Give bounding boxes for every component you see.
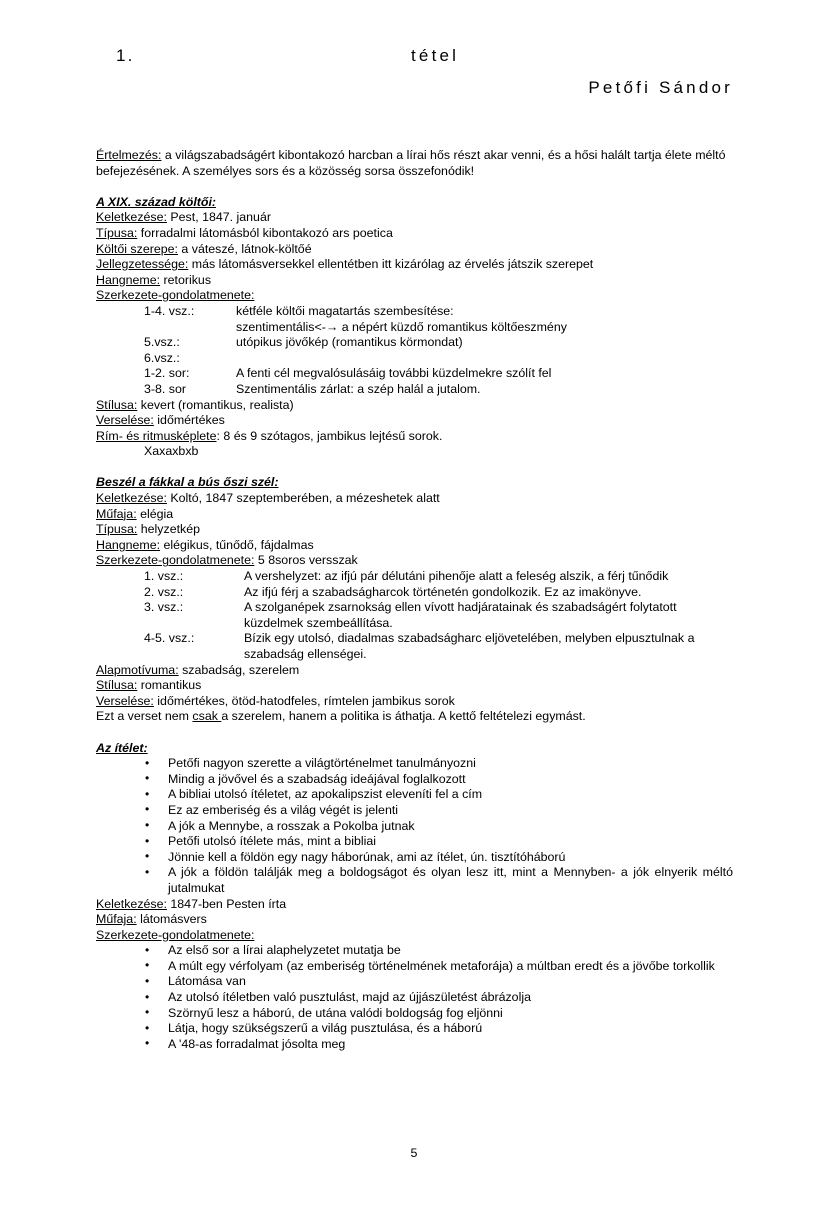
list-item: • A '48-as forradalmat jósolta meg [96, 1037, 733, 1053]
structure-label: 1-2. sor: [144, 366, 190, 381]
structure-row [96, 351, 733, 367]
field-label: Szerkezete-gondolatmenete: [96, 288, 255, 303]
field-value: retorikus [160, 272, 212, 287]
structure-row [96, 382, 733, 398]
structure-row [96, 569, 733, 585]
list-item: • A bibliai utolsó ítéletet, az apokalipszist eleveníti fel a cím [96, 787, 733, 803]
list-item: • Jönnie kell a földön egy nagy háborúnak, ami az ítélet, ún. tisztítóháború [96, 850, 733, 866]
structure-value: Szentimentális zárlat: a szép halál a jutalom. [236, 381, 481, 396]
tetel-word: tétel [411, 46, 460, 65]
structure-value: utópikus jövőkép (romantikus körmondat) [236, 335, 463, 350]
list-item: • Az első sor a lírai alaphelyzetet mutatja be [96, 943, 733, 959]
field-value: 1847-ben Pesten írta [166, 896, 287, 911]
spacer [96, 179, 733, 195]
field-label: Műfaja: [96, 506, 137, 521]
field-value: a váteszé, látnok-költőé [177, 241, 312, 256]
field-value: szabadság, szerelem [178, 662, 300, 677]
intro-text: a világszabadságért kibontakozó harcban a lírai hős részt akar venni, és a hősi halált tartja élete méltó befejezésének. A személyes sors és a közösség sorsa összefonódik! [96, 148, 726, 178]
document-title-row [0, 46, 828, 76]
author-name: Petőfi Sándor [588, 78, 733, 97]
list-item: • Látomása van [96, 974, 733, 990]
section-2-heading-wrap [96, 475, 733, 491]
section-2-field-keletkezese [96, 491, 733, 507]
field-label: Hangneme: [96, 537, 161, 552]
structure-value: Bízik egy utolsó, diadalmas szabadságharc eljövetelében, melyben elpusztulnak a [244, 631, 695, 646]
structure-value: A szolganépek zsarnokság ellen vívott hadjáratainak és szabadságért folytatott [244, 600, 677, 615]
section-2-closing-sentence [96, 709, 733, 725]
page-number: 5 [410, 1146, 418, 1160]
section-2-field-alapmotivuma [96, 663, 733, 679]
structure-row [96, 585, 733, 601]
structure-value: kétféle költői magatartás szembesítése: [236, 303, 454, 318]
field-value: helyzetkép [137, 522, 201, 537]
structure-label: 1. vsz.: [144, 569, 184, 584]
section-3-field-keletkezese [96, 897, 733, 913]
section-1-field-rim-ritmus [96, 429, 733, 445]
section-1-field-keletkezese [96, 210, 733, 226]
section-1-field-jellegzetessege [96, 257, 733, 273]
structure-row [96, 304, 733, 320]
field-value: forradalmi látomásból kibontakozó ars poetica [137, 225, 393, 240]
section-1-heading-wrap [96, 195, 733, 211]
field-value: Koltó, 1847 szeptemberében, a mézeshetek alatt [166, 491, 440, 506]
field-label: Verselése: [96, 413, 154, 428]
list-item: • A jók a földön találják meg a boldogságot és olyan lesz itt, mint a Mennyben- a jók elnyerik méltó jutalmukat [96, 865, 733, 896]
structure-row [96, 335, 733, 351]
field-value: más látomásversekkel ellentétben itt kizárólag az érvelés játszik szerepet [188, 257, 594, 272]
section-3-bullet-list-1 [96, 756, 733, 896]
section-1-field-tipusa [96, 226, 733, 242]
closing-post: a szerelem, hanem a politika is áthatja. A kettő feltételezi egymást. [221, 709, 586, 724]
field-label: Verselése: [96, 693, 154, 708]
field-value: 5 8soros versszak [254, 553, 358, 568]
structure-value: A fenti cél megvalósulásáig további küzdelmekre szólít fel [236, 366, 552, 381]
spacer [96, 725, 733, 741]
field-label: Alapmotívuma: [96, 662, 179, 677]
section-1-field-szerkezete [96, 288, 733, 304]
structure-value: A vershelyzet: az ifjú pár délutáni pihenője alatt a feleség alszik, a férj tűnődik [244, 569, 669, 584]
section-2-structure-table-a [96, 569, 733, 616]
list-item: • Petőfi nagyon szerette a világtörténelmet tanulmányozni [96, 756, 733, 772]
field-label: Stílusa: [96, 397, 138, 412]
section-1-field-hangneme [96, 273, 733, 289]
structure-label: 3-8. sor [144, 381, 187, 396]
field-value: időmértékes, ötöd-hatodfeles, rímtelen jambikus sorok [153, 693, 455, 708]
section-3-bullet-list-2 [96, 943, 733, 1052]
field-value: látomásvers [136, 912, 207, 927]
section-2-structure-row-3-cont: szabadság ellenségei. [244, 647, 367, 661]
section-2-field-mufaja [96, 507, 733, 523]
section-1-structure-row-0-cont: szentimentális<-→ a népért küzdő romantikus költőeszmény [236, 319, 567, 334]
field-label: Szerkezete-gondolatmenete: [96, 927, 255, 942]
structure-value [236, 351, 733, 367]
section-2-structure-table-b [96, 631, 733, 647]
document-author-row [0, 78, 828, 106]
structure-label: 4-5. vsz.: [144, 631, 195, 646]
field-value: Pest, 1847. január [166, 210, 271, 225]
document-page [0, 46, 828, 1217]
field-value: romantikus [137, 678, 202, 693]
section-2-structure-row-2-cont: küzdelmek szembeállítása. [244, 615, 393, 630]
field-label: Szerkezete-gondolatmenete: [96, 553, 255, 568]
structure-row [96, 366, 733, 382]
structure-row [96, 600, 733, 616]
structure-label: 3. vsz.: [144, 600, 184, 615]
section-2-heading: Beszél a fákkal a bús őszi szél: [96, 475, 279, 490]
field-label: Stílusa: [96, 678, 138, 693]
field-label: Keletkezése: [96, 491, 167, 506]
document-body [96, 148, 733, 1052]
field-value: elégikus, tűnődő, fájdalmas [160, 537, 314, 552]
section-2-field-stilusa [96, 678, 733, 694]
tetel-number: 1. [116, 46, 135, 65]
field-label: Műfaja: [96, 912, 137, 927]
field-value: elégia [136, 506, 174, 521]
section-1-structure-table [96, 304, 733, 320]
section-3-heading-wrap [96, 741, 733, 757]
list-item: • Ez az emberiség és a világ végét is jelenti [96, 803, 733, 819]
section-2-field-szerkezete [96, 553, 733, 569]
section-2-field-verselese [96, 694, 733, 710]
section-1-structure-table-rest [96, 335, 733, 397]
list-item: • Petőfi utolsó ítélete más, mint a bibliai [96, 834, 733, 850]
section-1-field-koltoi-szerepe [96, 242, 733, 258]
structure-row [96, 631, 733, 647]
section-3-field-mufaja [96, 912, 733, 928]
closing-underlined: csak [192, 709, 222, 724]
field-label: Keletkezése: [96, 896, 167, 911]
closing-pre: Ezt a verset nem [96, 709, 193, 724]
field-label: Jellegzetessége: [96, 257, 189, 272]
spacer [96, 460, 733, 476]
section-2-field-tipusa [96, 522, 733, 538]
section-3-field-szerkezete [96, 928, 733, 944]
list-item: • Szörnyű lesz a háború, de utána valódi boldogság fog eljönni [96, 1006, 733, 1022]
field-label: Keletkezése: [96, 210, 167, 225]
field-label: Típusa: [96, 522, 138, 537]
structure-value: Az ifjú férj a szabadságharcok történetén gondolkozik. Ez az imakönyve. [244, 584, 642, 599]
structure-label: 5.vsz.: [144, 335, 180, 350]
section-1-field-verselese [96, 413, 733, 429]
field-value: : 8 és 9 szótagos, jambikus lejtésű sorok. [216, 428, 443, 443]
list-item: • Látja, hogy szükségszerű a világ pusztulása, és a háború [96, 1021, 733, 1037]
field-value: időmértékes [153, 413, 225, 428]
structure-label: 6.vsz.: [144, 350, 180, 365]
field-label: Hangneme: [96, 272, 161, 287]
section-1-rhyme-scheme: Xaxaxbxb [144, 444, 199, 459]
section-3-heading: Az ítélet: [96, 740, 148, 755]
structure-label: 2. vsz.: [144, 584, 184, 599]
section-1-heading: A XIX. század költői: [96, 194, 217, 209]
list-item: • Az utolsó ítéletben való pusztulást, majd az újjászületést ábrázolja [96, 990, 733, 1006]
intro-paragraph [96, 148, 733, 179]
list-item: • A múlt egy vérfolyam (az emberiség történelmének metaforája) a múltban eredt és a jövőbe torkollik [96, 959, 733, 975]
field-label: Rím- és ritmusképlete [96, 428, 217, 443]
field-label: Költői szerepe: [96, 241, 178, 256]
structure-label: 1-4. vsz.: [144, 303, 195, 318]
section-2-field-hangneme [96, 538, 733, 554]
list-item: • Mindig a jövővel és a szabadság ideájával foglalkozott [96, 772, 733, 788]
intro-label: Értelmezés: [96, 148, 162, 162]
section-1-field-stilusa [96, 398, 733, 414]
list-item: • A jók a Mennybe, a rosszak a Pokolba jutnak [96, 819, 733, 835]
field-label: Típusa: [96, 225, 138, 240]
field-value: kevert (romantikus, realista) [137, 397, 294, 412]
